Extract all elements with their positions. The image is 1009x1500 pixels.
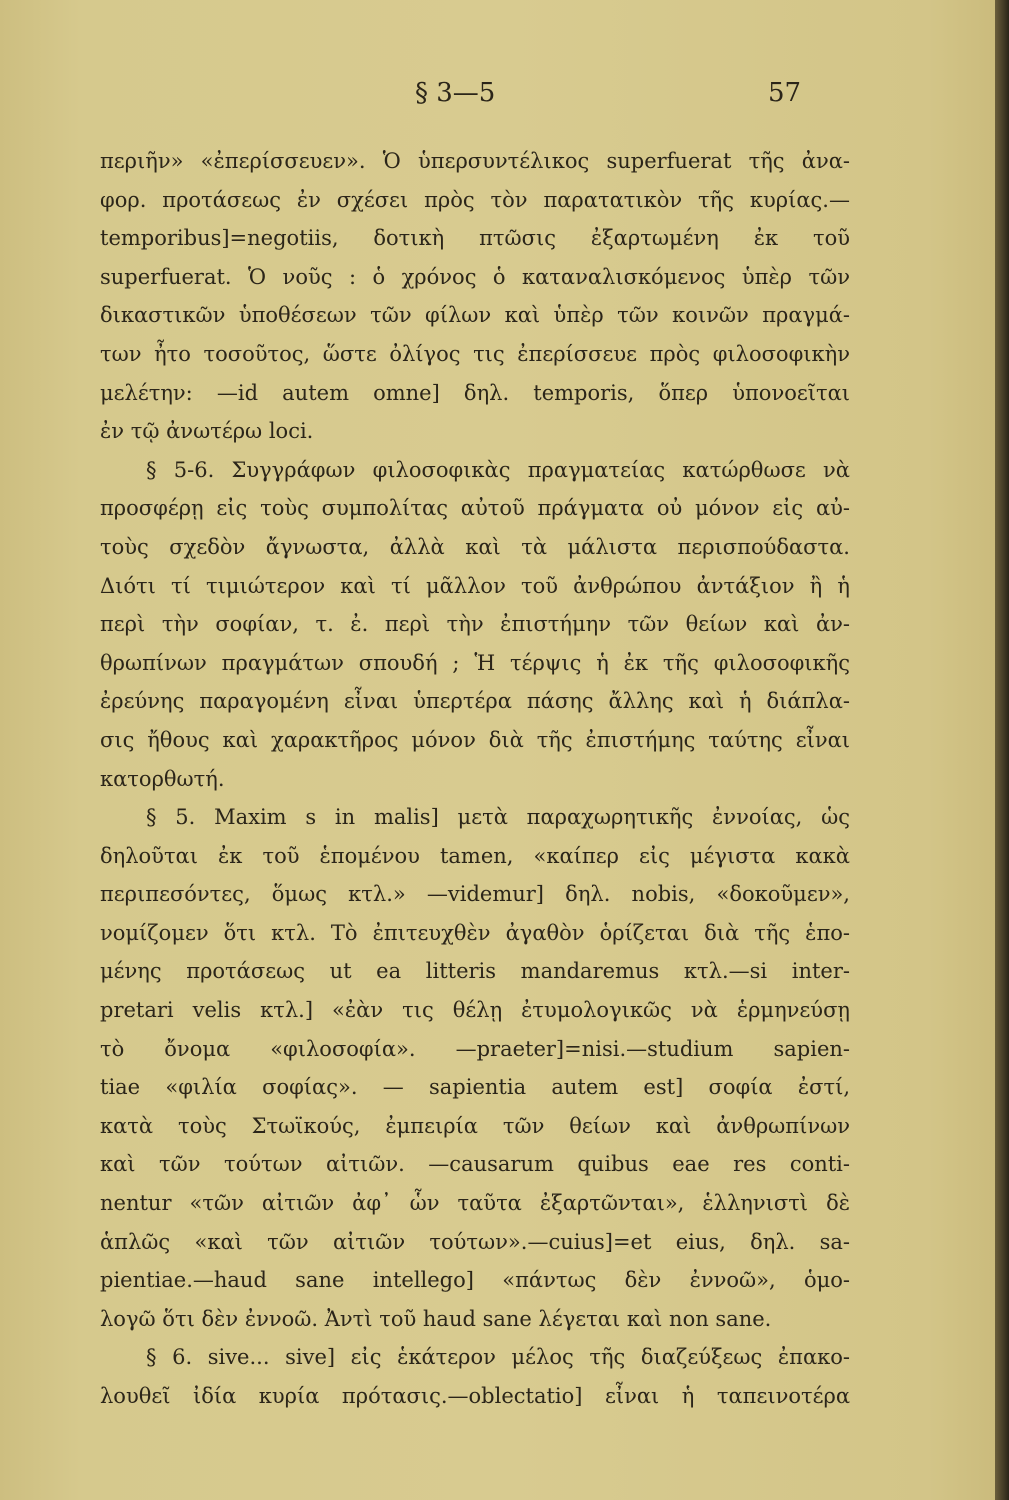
text-line: tiae «φιλία σοφίας». — sapientia autem est] σοφία ἐστί, — [100, 1075, 850, 1100]
text-line: superfuerat. Ὁ νοῦς : ὁ χρόνος ὁ καταναλισκόμενος ὑπὲρ τῶν — [100, 264, 850, 289]
body-text — [100, 142, 850, 1416]
text-line: τοὺς σχεδὸν ἄγνωστα, ἀλλὰ καὶ τὰ μάλιστα περισπούδαστα. — [100, 534, 850, 559]
text-line: λογῶ ὅτι δὲν ἐννοῶ. Ἀντὶ τοῦ haud sane λέγεται καὶ non sane. — [100, 1306, 772, 1331]
text-line: φορ. προτάσεως ἐν σχέσει πρὸς τὸν παρατατικὸν τῆς κυρίας.— — [100, 187, 850, 212]
text-line: temporibus]=negotiis, δοτικὴ πτῶσις ἐξαρτωμένη ἐκ τοῦ — [100, 226, 850, 251]
section-heading: § 3—5 — [415, 78, 496, 108]
text-line: τὸ ὄνομα «φιλοσοφία». —praeter]=nisi.—studium sapien- — [100, 1036, 850, 1061]
text-line: περιπεσόντες, ὅμως κτλ.» —videmur] δηλ. nobis, «δοκοῦμεν», — [100, 882, 850, 907]
text-line: μένης προτάσεως ut ea litteris mandaremus κτλ.—si inter- — [100, 959, 850, 984]
text-line: § 6. sive... sive] εἰς ἑκάτερον μέλος τῆς διαζεύξεως ἐπακο- — [146, 1345, 850, 1370]
text-line: περιῆν» «ἐπερίσσευεν». Ὁ ὑπερσυντέλικος superfuerat τῆς ἀνα- — [100, 149, 850, 173]
text-line: θρωπίνων πραγμάτων σπουδή ; Ἡ τέρψις ἡ ἐκ τῆς φιλοσοφικῆς — [100, 650, 850, 675]
text-line: Διότι τί τιμιώτερον καὶ τί μᾶλλον τοῦ ἀνθρώπου ἀντάξιον ἢ ἡ — [100, 573, 850, 598]
text-line: ἐν τῷ ἀνωτέρω loci. — [100, 419, 314, 444]
text-line: κατορθωτή. — [100, 766, 225, 791]
text-line: προσφέρῃ εἰς τοὺς συμπολίτας αὐτοῦ πράγματα οὐ μόνον εἰς αὐ- — [100, 496, 850, 521]
text-line: pretari velis κτλ.] «ἐὰν τις θέλῃ ἐτυμολογικῶς νὰ ἑρμηνεύσῃ — [100, 998, 850, 1023]
text-line: των ἦτο τοσοῦτος, ὥστε ὀλίγος τις ἐπερίσσευε πρὸς φιλοσοφικὴν — [100, 341, 850, 366]
text-line: σις ἤθους καὶ χαρακτῆρος μόνον διὰ τῆς ἐπιστήμης ταύτης εἶναι — [100, 727, 850, 752]
page-number: 57 — [768, 78, 802, 108]
text-line: § 5. Maxim s in malis] μετὰ παραχωρητικῆς ἐννοίας, ὡς — [146, 805, 850, 830]
text-line: δικαστικῶν ὑποθέσεων τῶν φίλων καὶ ὑπὲρ τῶν κοινῶν πραγμά- — [100, 303, 850, 328]
text-line: ἁπλῶς «καὶ τῶν αἰτιῶν τούτων».—cuius]=et eius, δηλ. sa- — [100, 1229, 850, 1254]
book-spine-edge — [995, 0, 1009, 1500]
text-line: κατὰ τοὺς Στωϊκούς, ἐμπειρία τῶν θείων καὶ ἀνθρωπίνων — [100, 1113, 850, 1138]
text-line: μελέτην: —id autem omne] δηλ. temporis, ὅπερ ὑπονοεῖται — [100, 380, 850, 405]
text-line: δηλοῦται ἐκ τοῦ ἑπομένου tamen, «καίπερ εἰς μέγιστα κακὰ — [100, 843, 850, 868]
text-line: νομίζομεν ὅτι κτλ. Τὸ ἐπιτευχθὲν ἀγαθὸν ὁρίζεται διὰ τῆς ἑπο- — [100, 920, 850, 945]
text-line: περὶ τὴν σοφίαν, τ. ἐ. περὶ τὴν ἐπιστήμην τῶν θείων καὶ ἀν- — [100, 612, 850, 637]
text-line: nentur «τῶν αἰτιῶν ἀφ᾽ ὧν ταῦτα ἐξαρτῶνται», ἑλληνιστὶ δὲ — [100, 1191, 850, 1216]
text-line: pientiae.—haud sane intellego] «πάντως δὲν ἐννοῶ», ὁμο- — [100, 1268, 850, 1293]
text-line: καὶ τῶν τούτων αἰτιῶν. —causarum quibus eae res conti- — [100, 1152, 850, 1177]
text-line: § 5-6. Συγγράφων φιλοσοφικὰς πραγματείας κατώρθωσε νὰ — [146, 457, 850, 482]
page-header — [0, 78, 1009, 118]
text-line: λουθεῖ ἰδία κυρία πρότασις.—oblectatio] εἶναι ἡ ταπεινοτέρα — [100, 1384, 850, 1408]
text-line: ἐρεύνης παραγομένη εἶναι ὑπερτέρα πάσης ἄλλης καὶ ἡ διάπλα- — [100, 689, 850, 714]
